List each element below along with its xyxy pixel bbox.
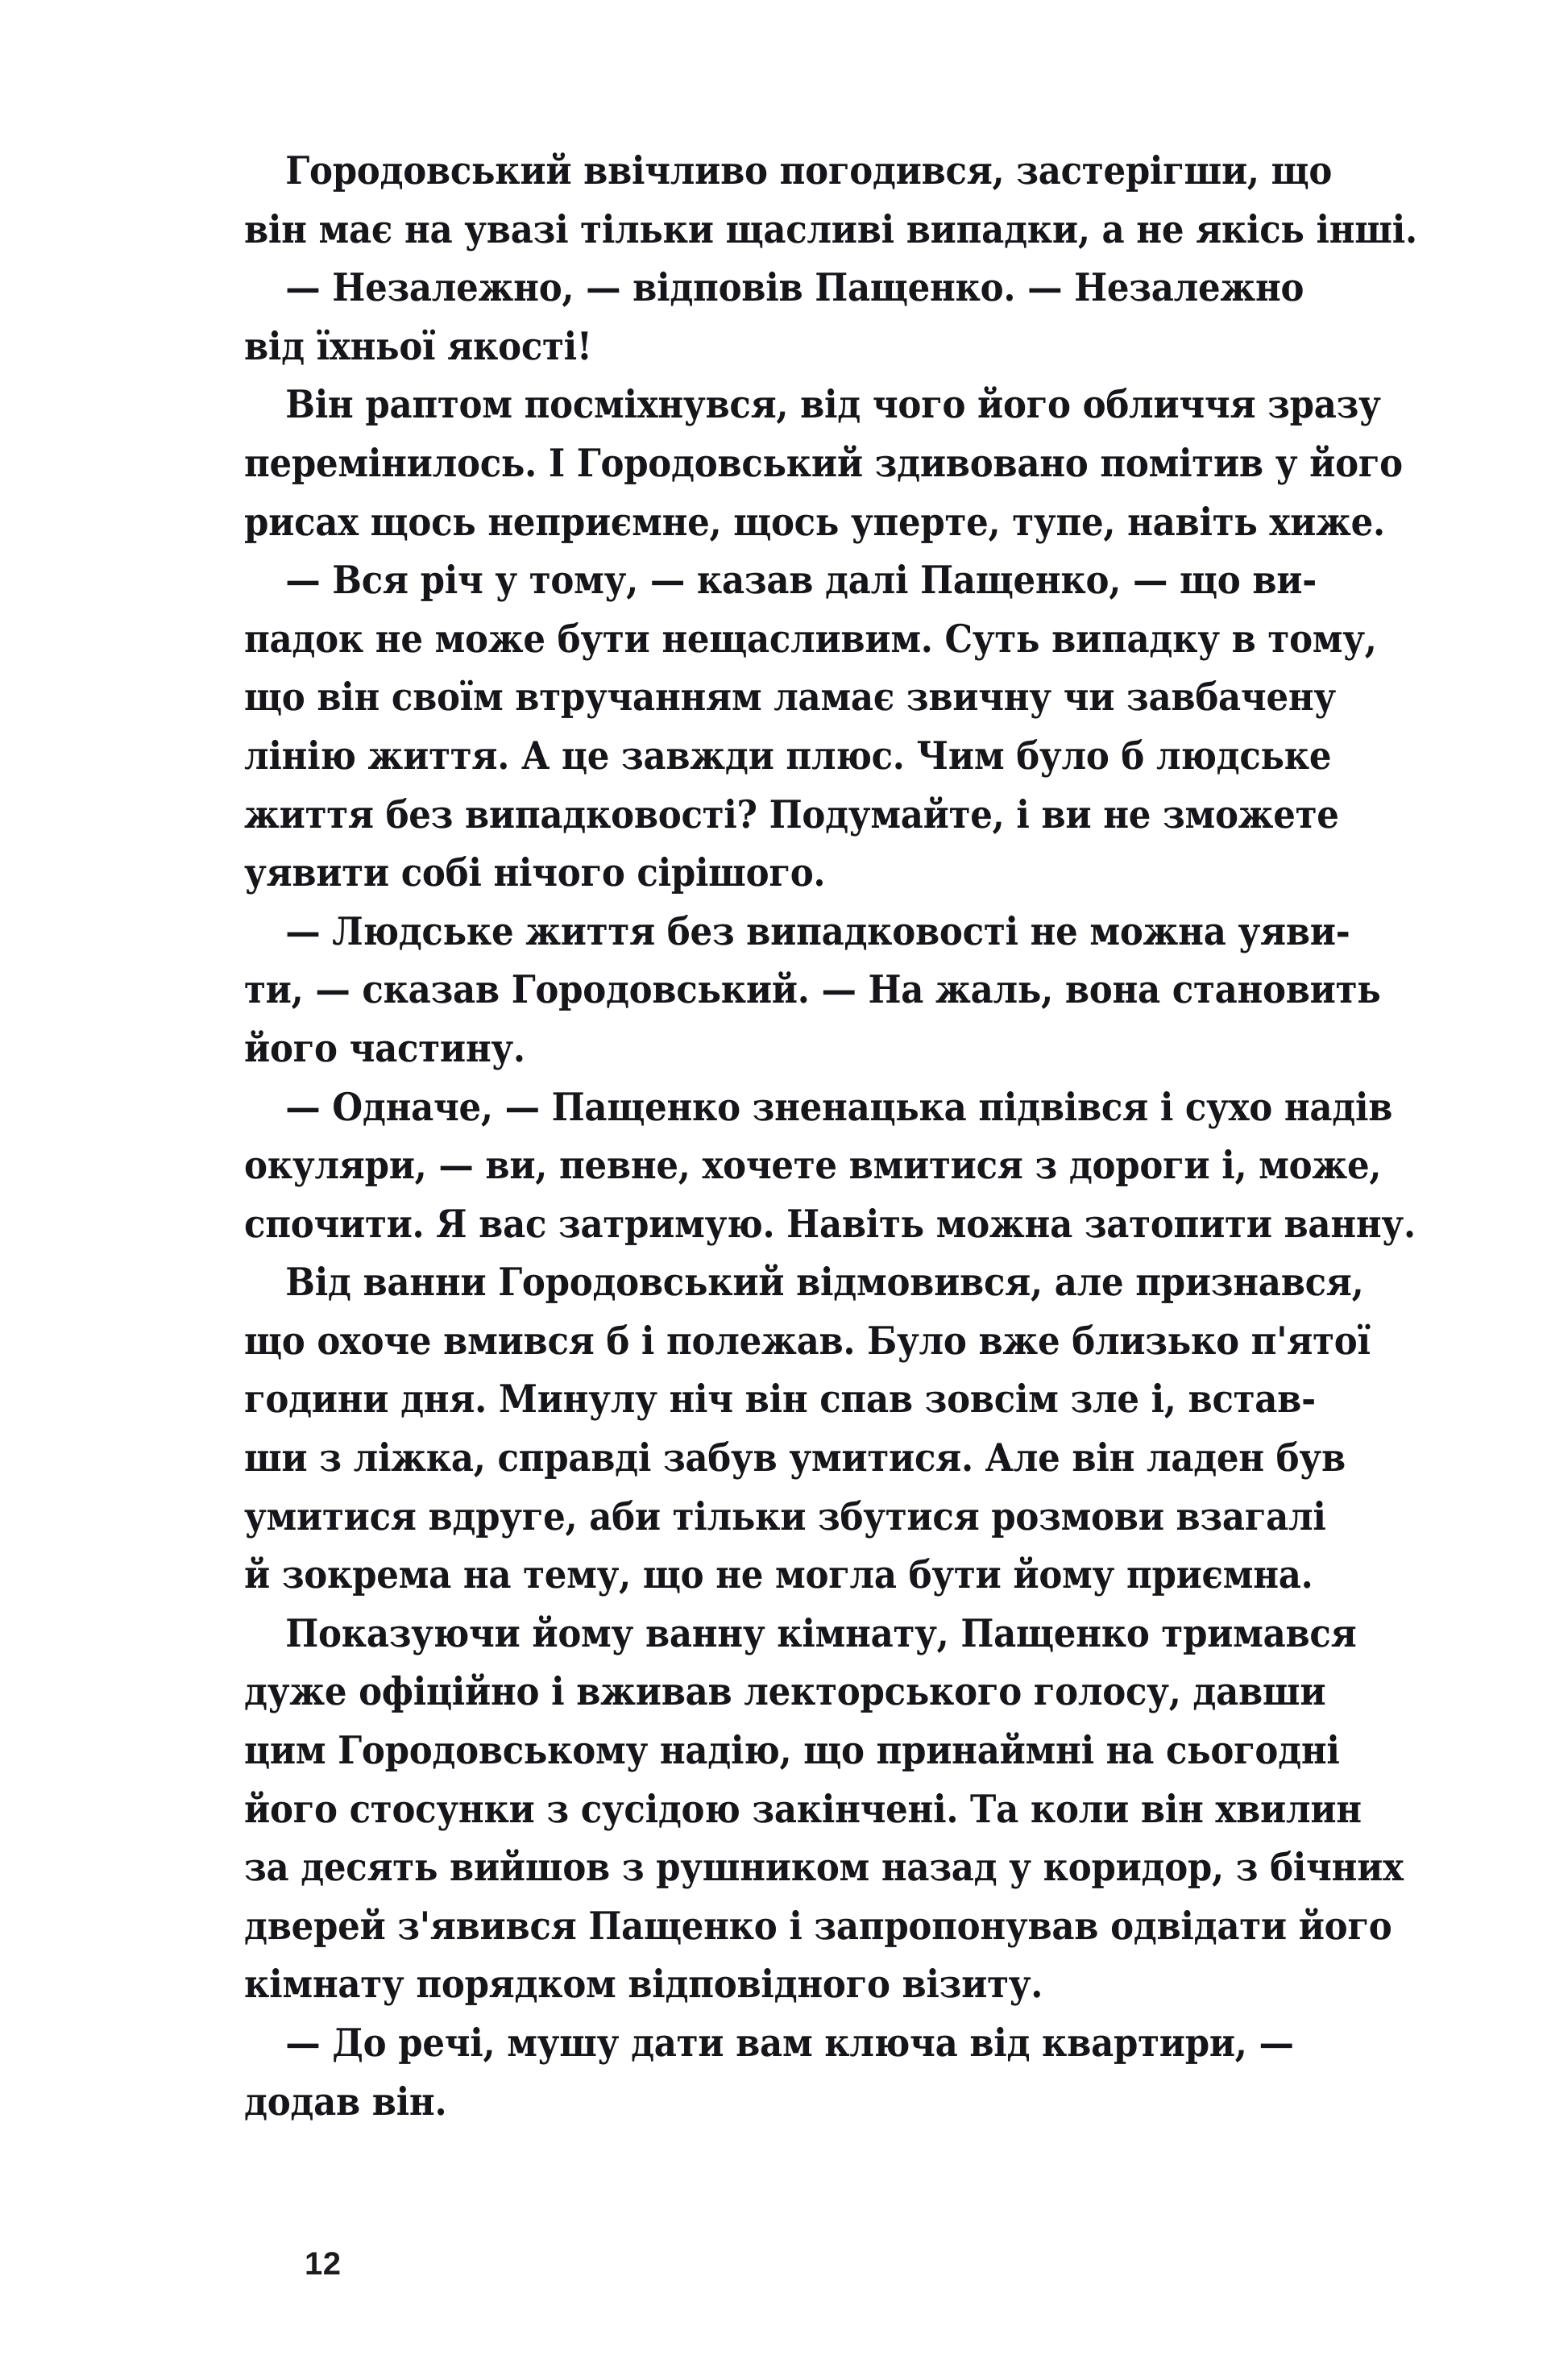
text-line: ши з ліжка, справді забув умитися. Але він ладен був <box>244 1435 1346 1481</box>
text-line: Від ванни Городовський відмовився, але признався, <box>285 1260 1364 1306</box>
paragraph <box>244 1605 1404 2014</box>
text-line: Городовський ввічливо погодився, застерігши, що <box>285 148 1333 193</box>
text-line: що охоче вмився б і полежав. Було вже близько п'ятої <box>244 1318 1371 1364</box>
text-line: додав він. <box>244 2079 447 2125</box>
text-line: цим Городовському надію, що принаймні на сьогодні <box>244 1728 1340 1774</box>
text-line: — Одначе, — Пащенко зненацька підвівся і сухо надів <box>285 1084 1393 1130</box>
text-line: й зокрема на тему, що не могла бути йому приємна. <box>244 1552 1313 1598</box>
text-line: ти, — сказав Городовський. — На жаль, вона становить <box>244 967 1381 1013</box>
text-line: окуляри, — ви, певне, хочете вмитися з дороги і, може, <box>244 1143 1382 1189</box>
text-line: умитися вдруге, аби тільки збутися розмови взагалі <box>244 1493 1326 1539</box>
text-line: перемінилось. І Городовський здивовано помітив у його <box>244 440 1403 486</box>
text-line: він має на увазі тільки щасливі випадки, а не якісь інші. <box>244 206 1417 252</box>
text-line: життя без випадковості? Подумайте, і ви не зможете <box>244 791 1339 837</box>
text-line: Він раптом посміхнувся, від чого його обличчя зразу <box>285 382 1381 428</box>
text-line: — Вся річ у тому, — казав далі Пащенко, — що ви- <box>285 558 1317 604</box>
text-line: його частину. <box>244 1025 525 1071</box>
paragraph <box>244 376 1403 551</box>
paragraph <box>244 903 1381 1078</box>
paragraph <box>244 259 1350 376</box>
text-line: лінію життя. А це завжди плюс. Чим було б людське <box>244 733 1332 779</box>
paragraph <box>244 1078 1416 1254</box>
text-line: що він своїм втручанням ламає звичну чи завбачену <box>244 675 1336 721</box>
text-line: спочити. Я вас затримую. Навіть можна затопити ванну. <box>244 1201 1416 1247</box>
text-line: падок не може бути нещасливим. Суть випадку в тому, <box>244 616 1377 662</box>
page-text-block <box>244 142 1417 2131</box>
text-line: — Незалежно, — відповів Пащенко. — Незалежно <box>285 265 1304 311</box>
text-line: рисах щось неприємне, щось уперте, тупе, навіть хиже. <box>244 499 1385 545</box>
text-line: дверей з'явився Пащенко і запропонував одвідати його <box>244 1903 1392 1949</box>
text-line: — До речі, мушу дати вам ключа від квартири, — <box>285 2021 1294 2066</box>
paragraph <box>244 142 1417 259</box>
paragraph <box>244 2014 1350 2131</box>
text-line: години дня. Минулу ніч він спав зовсім зле і, встав- <box>244 1377 1316 1423</box>
text-line: кімнату порядком відповідного візиту. <box>244 1962 1043 2008</box>
text-line: дуже офіційно і вживав лекторського голосу, давши <box>244 1669 1326 1715</box>
paragraph <box>244 1253 1371 1605</box>
text-line: — Людське життя без випадковості не можна уяви- <box>285 908 1350 954</box>
paragraph <box>244 551 1377 903</box>
text-line: за десять вийшов з рушником назад у коридор, з бічних <box>244 1845 1404 1891</box>
page-number: 12 <box>305 2246 342 2282</box>
text-line: Показуючи йому ванну кімнату, Пащенко тримався <box>285 1610 1357 1656</box>
text-line: від їхньої якості! <box>244 323 592 369</box>
text-line: уявити собі нічого сірішого. <box>244 850 826 896</box>
text-line: його стосунки з сусідою закінчені. Та коли він хвилин <box>244 1786 1362 1832</box>
